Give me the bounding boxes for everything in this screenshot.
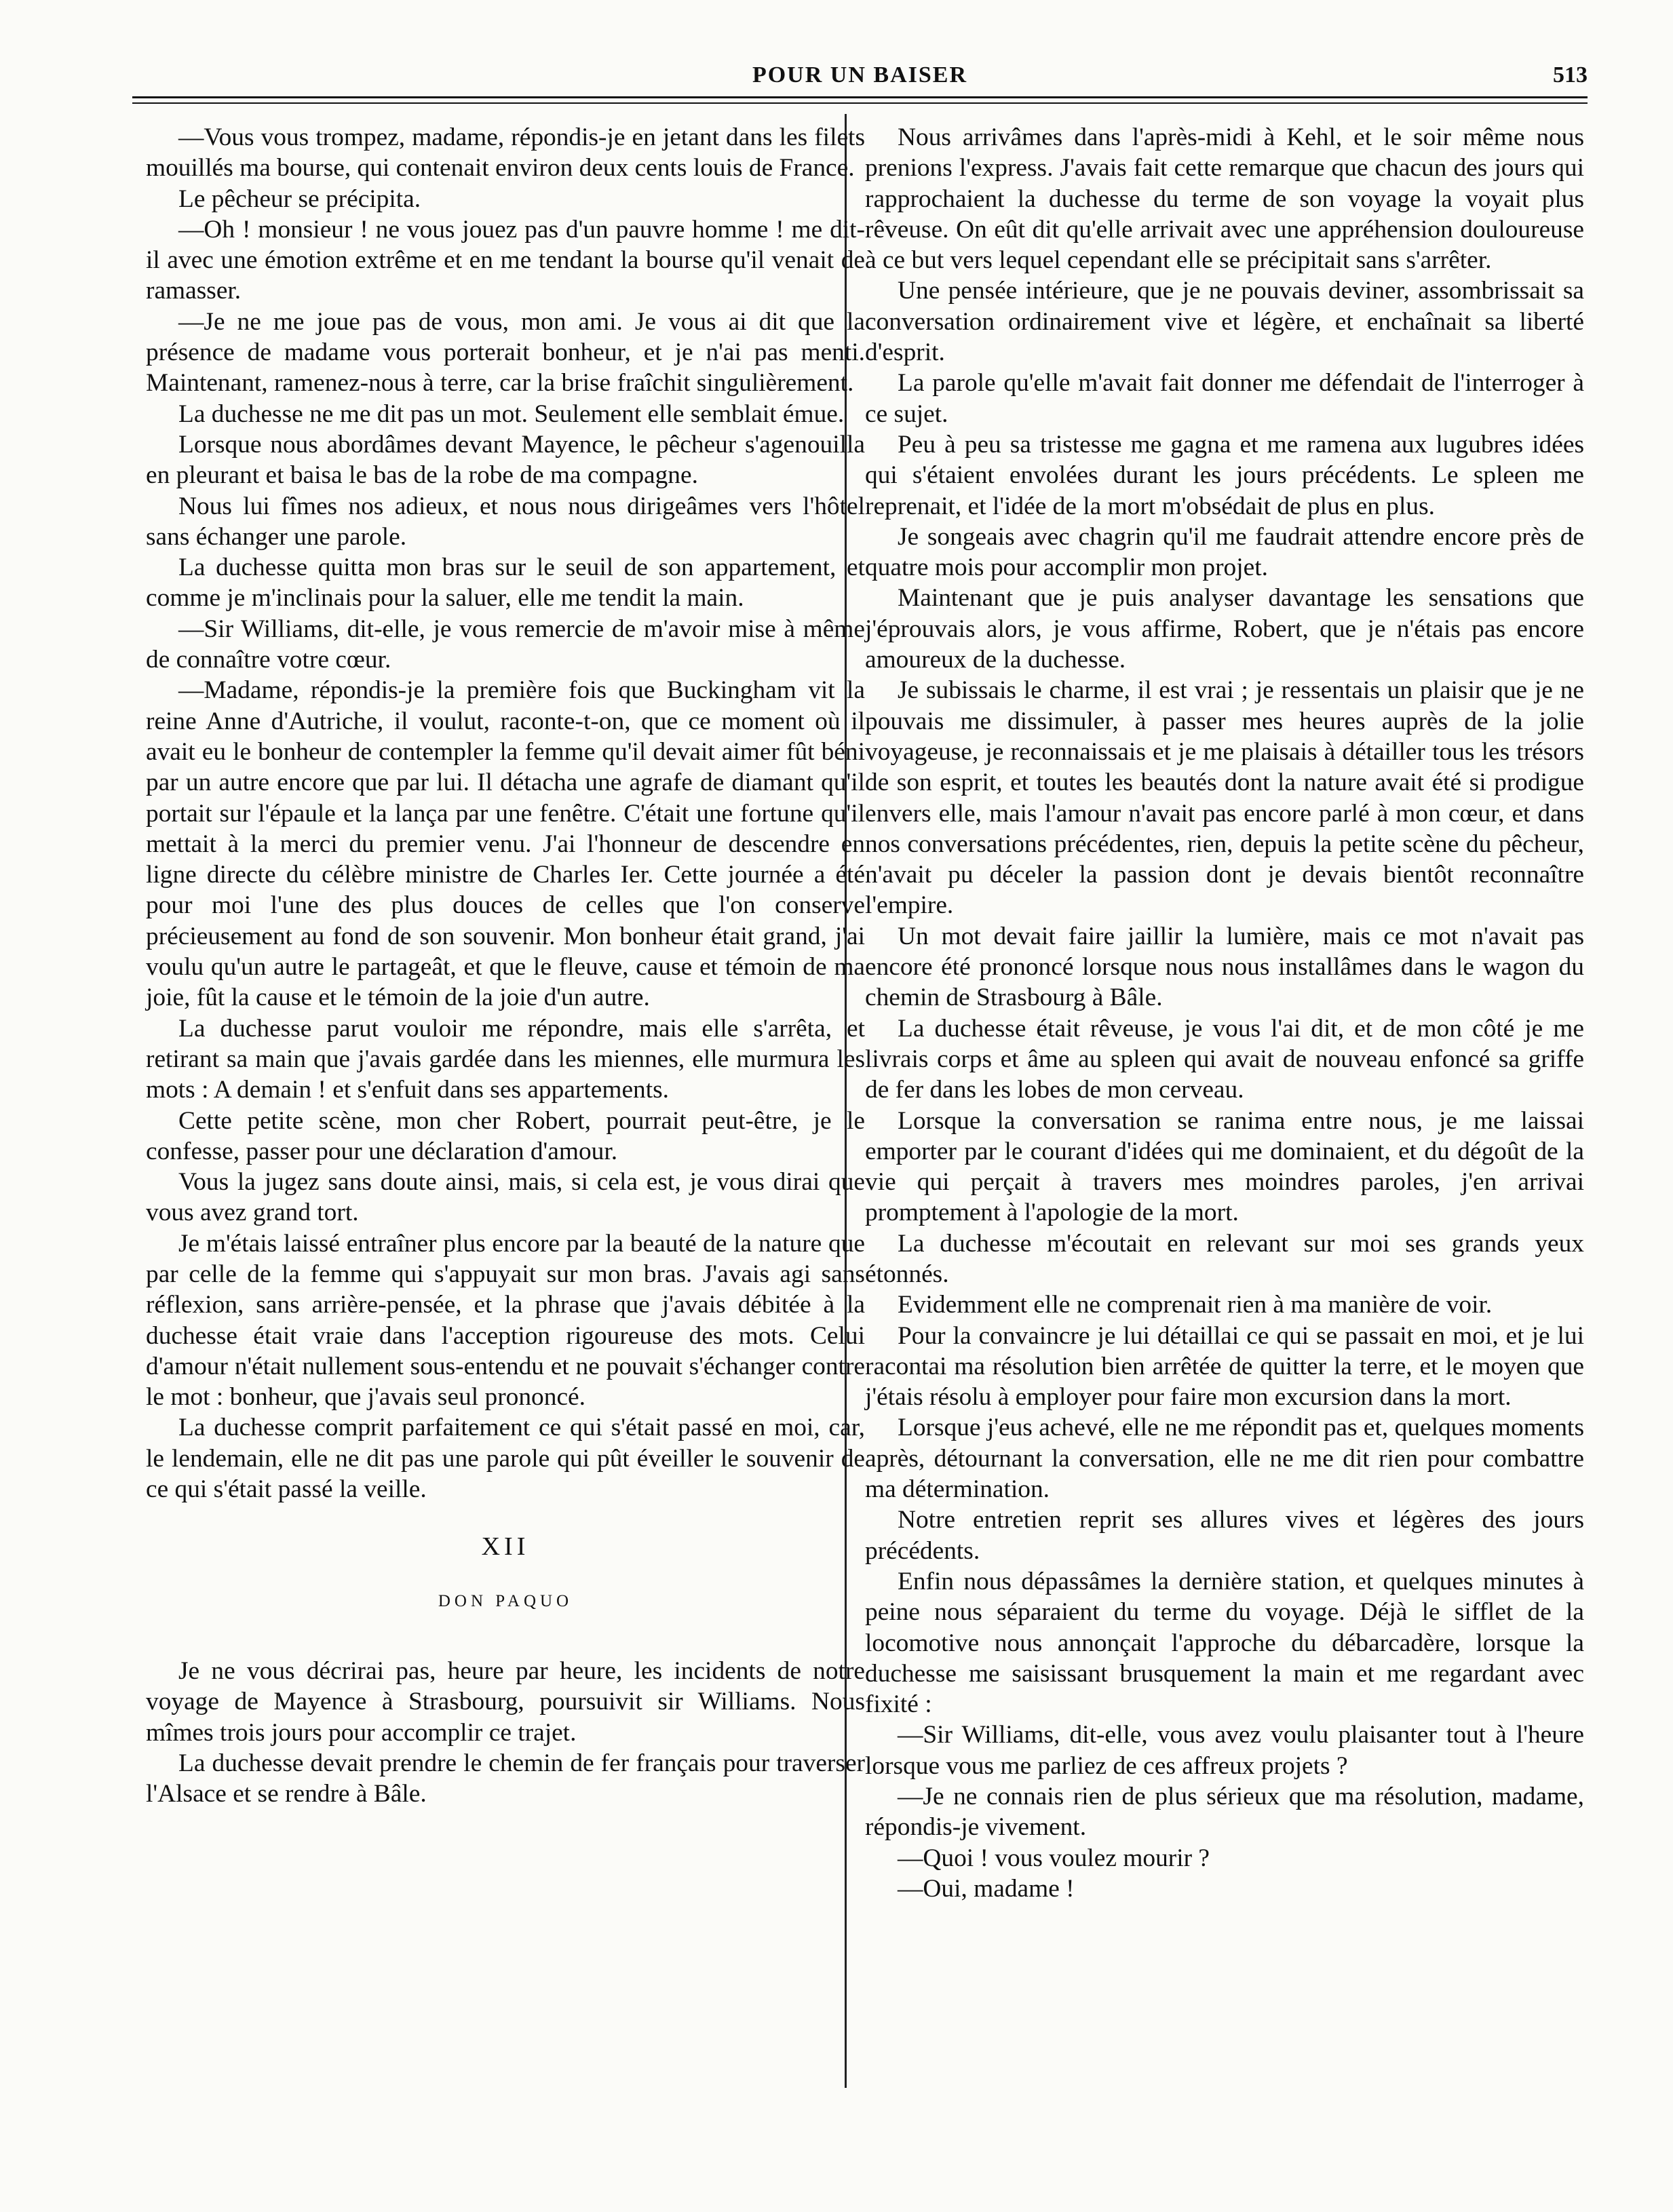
paragraph: Le pêcheur se précipita.: [178, 185, 421, 213]
paragraph: La parole qu'elle m'avait fait donner me défendait de l'interroger à ce sujet.: [865, 369, 1584, 428]
paragraph: Nous arrivâmes dans l'après-midi à Kehl, et le soir même nous prenions l'express. J'avais fait cette remarque que chacun des jours qui rapprochaient la duchesse du terme de son voyage la voyait plus rêveuse. On eût dit qu'elle arrivait avec une appréhension douloureuse à ce but vers lequel cependant elle se précipitait sans s'arrêter.: [865, 123, 1584, 275]
paragraph: Vous la jugez sans doute ainsi, mais, si cela est, je vous dirai que vous avez grand tort.: [146, 1168, 865, 1227]
paragraph: —Je ne me joue pas de vous, mon ami. Je vous ai dit que la présence de madame vous porterait bonheur, et je n'ai pas menti. Maintenant, ramenez-nous à terre, car la brise fraîchit singulièrement.: [146, 307, 865, 397]
paragraph: Je m'étais laissé entraîner plus encore par la beauté de la nature que par celle de la femme qui s'appuyait sur mon bras. J'avais agi sans réflexion, sans arrière-pensée, et la phrase que j'avais débitée à la duchesse était vraie dans l'acception rigoureuse des mots. Celui d'amour n'était nullement sous-entendu et ne pouvait s'échanger contre le mot : bonheur, que j'avais seul prononcé.: [146, 1229, 865, 1412]
paragraph: Je subissais le charme, il est vrai ; je ressentais un plaisir que je ne pouvais me dissimuler, à passer mes heures auprès de la jolie voyageuse, je reconnaissais et je me plaisais à détailler tous les trésors de son esprit, et toutes les beautés dont la nature avait été si prodigue envers elle, mais l'amour n'avait pas encore parlé à mon cœur, et dans nos conversations précédentes, rien, depuis la petite scène du pêcheur, n'avait pu déceler la passion dont je devais bientôt reconnaître l'empire.: [865, 676, 1584, 920]
paragraph: Nous lui fîmes nos adieux, et nous nous dirigeâmes vers l'hôtel sans échanger une parole.: [146, 492, 865, 551]
page-header: [132, 62, 1588, 90]
paragraph: —Je ne connais rien de plus sérieux que ma résolution, madame, répondis-je vivement.: [865, 1783, 1584, 1842]
paragraph: La duchesse m'écoutait en relevant sur moi ses grands yeux étonnés.: [865, 1229, 1584, 1288]
paragraph: —Oui, madame !: [898, 1874, 1075, 1903]
chapter-number: XII: [481, 1532, 530, 1561]
paragraph: Evidemment elle ne comprenait rien à ma manière de voir.: [898, 1291, 1493, 1319]
header-rule-thin: [132, 102, 1588, 104]
paragraph: La duchesse comprit parfaitement ce qui s'était passé en moi, car, le lendemain, elle ne dit pas une parole qui pût éveiller le souvenir de ce qui s'était passé la veille.: [146, 1414, 865, 1504]
paragraph: Un mot devait faire jaillir la lumière, mais ce mot n'avait pas encore été prononcé lorsque nous nous installâmes dans le wagon du chemin de Strasbourg à Bâle.: [865, 922, 1584, 1012]
left-column: [146, 122, 865, 1809]
paragraph: Pour la convaincre je lui détaillai ce qui se passait en moi, et je lui racontai ma résolution bien arrêtée de quitter la terre, et le moyen que j'étais résolu à employer pour faire mon excursion dans la mort.: [865, 1321, 1584, 1412]
paragraph: La duchesse devait prendre le chemin de fer français pour traverser l'Alsace et se rendre à Bâle.: [146, 1749, 865, 1808]
paragraph: —Oh ! monsieur ! ne vous jouez pas d'un pauvre homme ! me dit-il avec une émotion extrême et en me tendant la bourse qu'il venait de ramasser.: [146, 215, 865, 305]
running-title: POUR UN BAISER: [752, 62, 968, 88]
paragraph: La duchesse parut vouloir me répondre, mais elle s'arrêta, et retirant sa main que j'avais gardée dans les miennes, elle murmura les mots : A demain ! et s'enfuit dans ses appartements.: [146, 1014, 865, 1104]
paragraph: —Vous vous trompez, madame, répondis-je en jetant dans les filets mouillés ma bourse, qui contenait environ deux cents louis de France.: [146, 123, 865, 182]
paragraph: Enfin nous dépassâmes la dernière station, et quelques minutes à peine nous séparaient du terme du voyage. Déjà le sifflet de la locomotive nous annonçait l'approche du débarcadère, lorsque la duchesse me saisissant brusquement la main et me regardant avec fixité :: [865, 1567, 1584, 1719]
paragraph: —Sir Williams, dit-elle, vous avez voulu plaisanter tout à l'heure lorsque vous me parliez de ces affreux projets ?: [865, 1721, 1584, 1780]
paragraph: Une pensée intérieure, que je ne pouvais deviner, assombrissait sa conversation ordinairement vive et légère, et enchaînait sa liberté d'esprit.: [865, 277, 1584, 367]
paragraph: Notre entretien reprit ses allures vives et légères des jours précédents.: [865, 1506, 1584, 1565]
paragraph: La duchesse quitta mon bras sur le seuil de son appartement, et comme je m'inclinais pour la saluer, elle me tendit la main.: [146, 554, 865, 613]
paragraph: Maintenant que je puis analyser davantage les sensations que j'éprouvais alors, je vous affirme, Robert, que je n'étais pas encore amoureux de la duchesse.: [865, 584, 1584, 674]
paragraph: Peu à peu sa tristesse me gagna et me ramena aux lugubres idées qui s'étaient envolées durant les jours précédents. Le spleen me reprenait, et l'idée de la mort m'obsédait de plus en plus.: [865, 430, 1584, 520]
paragraph: —Sir Williams, dit-elle, je vous remercie de m'avoir mise à même de connaître votre cœur.: [146, 615, 865, 674]
paragraph: Je ne vous décrirai pas, heure par heure, les incidents de notre voyage de Mayence à Strasbourg, poursuivit sir Williams. Nous mîmes trois jours pour accomplir ce trajet.: [146, 1656, 865, 1747]
paragraph: Lorsque la conversation se ranima entre nous, je me laissai emporter par le courant d'idées qui me dominaient, et du dégoût de la vie qui perçait à travers mes moindres paroles, j'en arrivai promptement à l'apologie de la mort.: [865, 1106, 1584, 1227]
paragraph: —Madame, répondis-je la première fois que Buckingham vit la reine Anne d'Autriche, il voulut, raconte-t-on, que ce moment où il avait eu le bonheur de contempler la femme qu'il devait aimer fût béni par un autre encore que par lui. Il détacha une agrafe de diamant qu'il portait sur l'épaule et la lança par une fenêtre. C'était une fortune qu'il mettait à la merci du premier venu. J'ai l'honneur de descendre en ligne directe du célèbre ministre de Charles Ier. Cette journée a été pour moi l'une des plus douces de celles que l'on conserve précieusement au fond de son souvenir. Mon bonheur était grand, j'ai voulu qu'un autre le partageât, et que le fleuve, cause et témoin de ma joie, fût la cause et le témoin de la joie d'un autre.: [146, 676, 865, 1012]
paragraph: La duchesse était rêveuse, je vous l'ai dit, et de mon côté je me livrais corps et âme au spleen qui avait de nouveau enfoncé sa griffe de fer dans les lobes de mon cerveau.: [865, 1014, 1584, 1104]
paragraph: La duchesse ne me dit pas un mot. Seulement elle semblait émue.: [178, 400, 845, 428]
paragraph: Lorsque nous abordâmes devant Mayence, le pêcheur s'agenouilla en pleurant et baisa le bas de la robe de ma compagne.: [146, 430, 865, 490]
paragraph: Lorsque j'eus achevé, elle ne me répondit pas et, quelques moments après, détournant la conversation, elle ne me dit rien pour combattre ma détermination.: [865, 1414, 1584, 1504]
paragraph: Je songeais avec chagrin qu'il me faudrait attendre encore près de quatre mois pour accomplir mon projet.: [865, 522, 1584, 582]
header-rule: [132, 96, 1588, 98]
paragraph: Cette petite scène, mon cher Robert, pourrait peut-être, je le confesse, passer pour une déclaration d'amour.: [146, 1106, 865, 1165]
paragraph: —Quoi ! vous voulez mourir ?: [898, 1844, 1210, 1872]
right-column: [865, 122, 1584, 1904]
page-number: 513: [1553, 62, 1588, 88]
chapter-title: DON PAQUO: [438, 1591, 573, 1610]
